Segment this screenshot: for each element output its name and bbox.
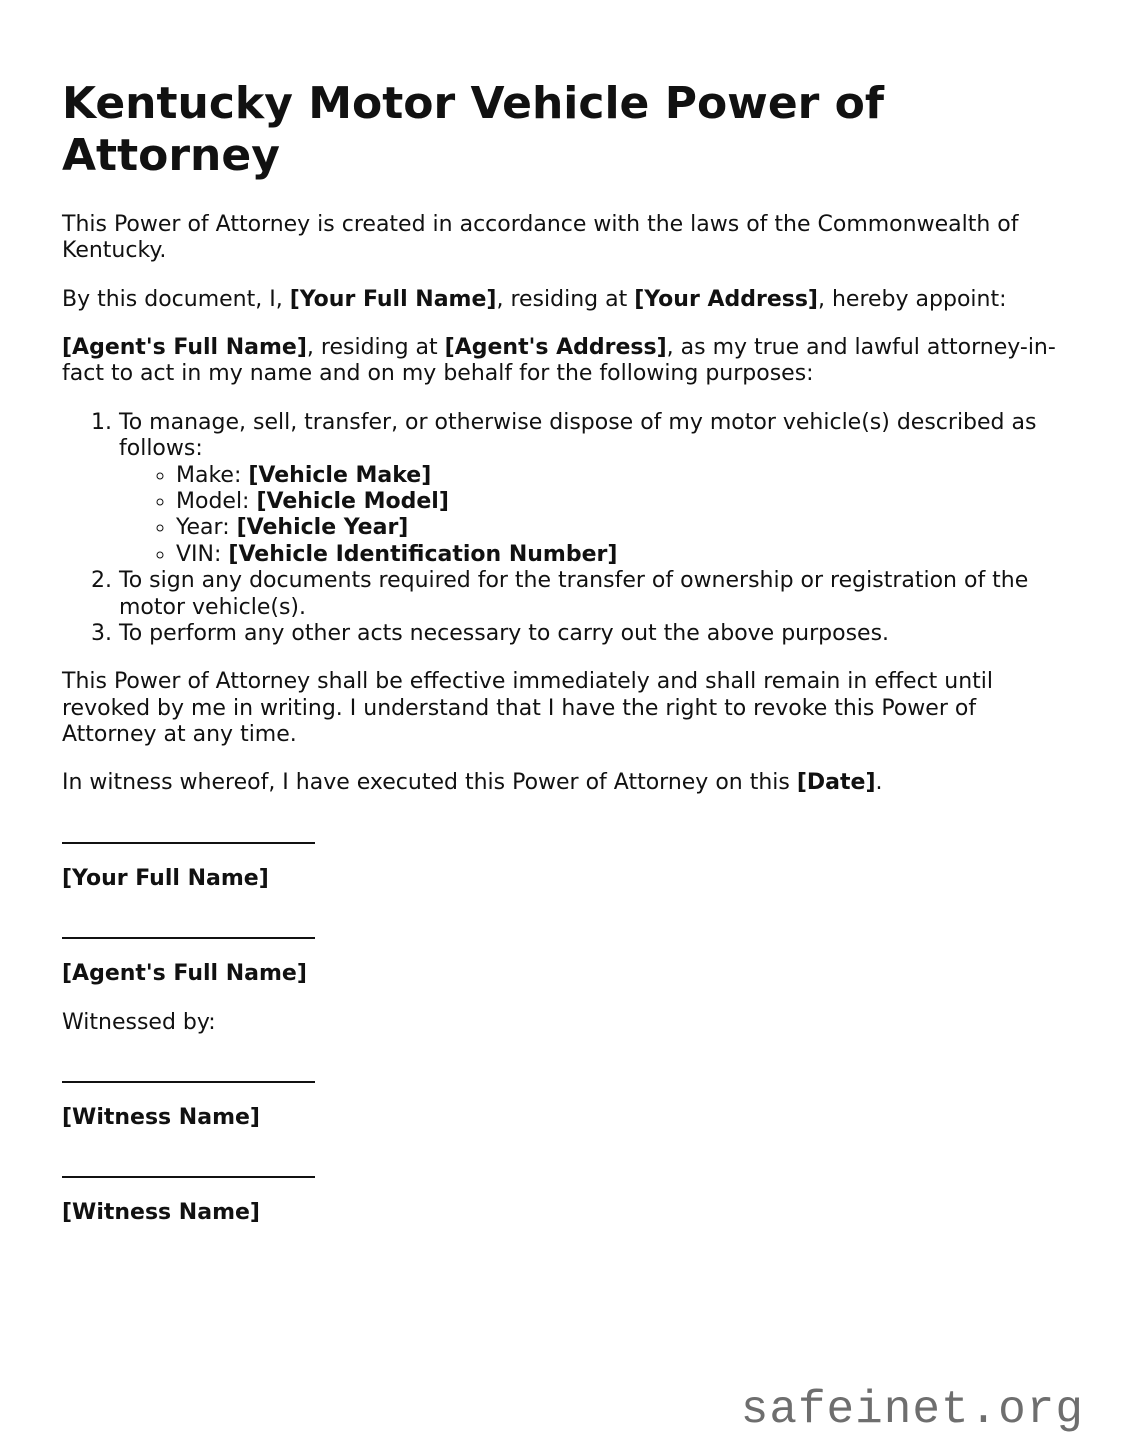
vehicle-details-list: [119, 463, 1062, 569]
paragraph-appointment: By this document, I, [Your Full Name], residing at [Your Address], hereby appoint:: [62, 286, 1007, 312]
paragraph-intro: This Power of Attorney is created in accordance with the laws of the Commonwealth of Kentucky.: [62, 211, 1019, 264]
list-item-manage-vehicle-text: To manage, sell, transfer, or otherwise dispose of my motor vehicle(s) described as follows:: [119, 409, 1037, 462]
paragraph-effectiveness: This Power of Attorney shall be effective immediately and shall remain in effect until revoked by me in writing. I understand that I have the right to revoke this Power of Attorney at any time.: [62, 669, 994, 748]
list-item-sign-documents: 2. To sign any documents required for the transfer of ownership or registration of the motor vehicle(s).: [119, 568, 1062, 621]
principal-name-label: [Your Full Name]: [62, 865, 269, 891]
witness1-signature-line: [62, 1058, 315, 1083]
witness2-signature-line: [62, 1153, 315, 1178]
page-title: Kentucky Motor Vehicle Power of Attorney: [62, 78, 885, 181]
list-item-manage-vehicle: [119, 410, 1062, 568]
witness2-name-label: [Witness Name]: [62, 1200, 260, 1226]
agent-signature-line: [62, 914, 315, 939]
paragraph-agent-appointment: [Agent's Full Name], residing at [Agent's Address], as my true and lawful attorney-in-fact to act in my name and on my behalf for the following purposes:: [62, 334, 1056, 387]
vehicle-year-item: ◦ Year: [Vehicle Year]: [176, 515, 1062, 541]
vehicle-vin-item: ◦ VIN: [Vehicle Identification Number]: [176, 542, 1062, 568]
witness1-name-label: [Witness Name]: [62, 1105, 260, 1131]
vehicle-make-item: ◦ Make: [Vehicle Make]: [176, 463, 1062, 489]
purposes-list: [62, 410, 1062, 648]
watermark-text: safeinet.org: [740, 1384, 1084, 1436]
principal-signature-line: [62, 819, 315, 844]
paragraph-witness-clause: In witness whereof, I have executed this Power of Attorney on this [Date].: [62, 770, 883, 796]
vehicle-model-item: ◦ Model: [Vehicle Model]: [176, 489, 1062, 515]
list-item-other-acts: 3. To perform any other acts necessary to carry out the above purposes.: [119, 621, 1062, 647]
agent-name-label: [Agent's Full Name]: [62, 961, 307, 987]
witnessed-by-label: Witnessed by:: [62, 1009, 216, 1035]
